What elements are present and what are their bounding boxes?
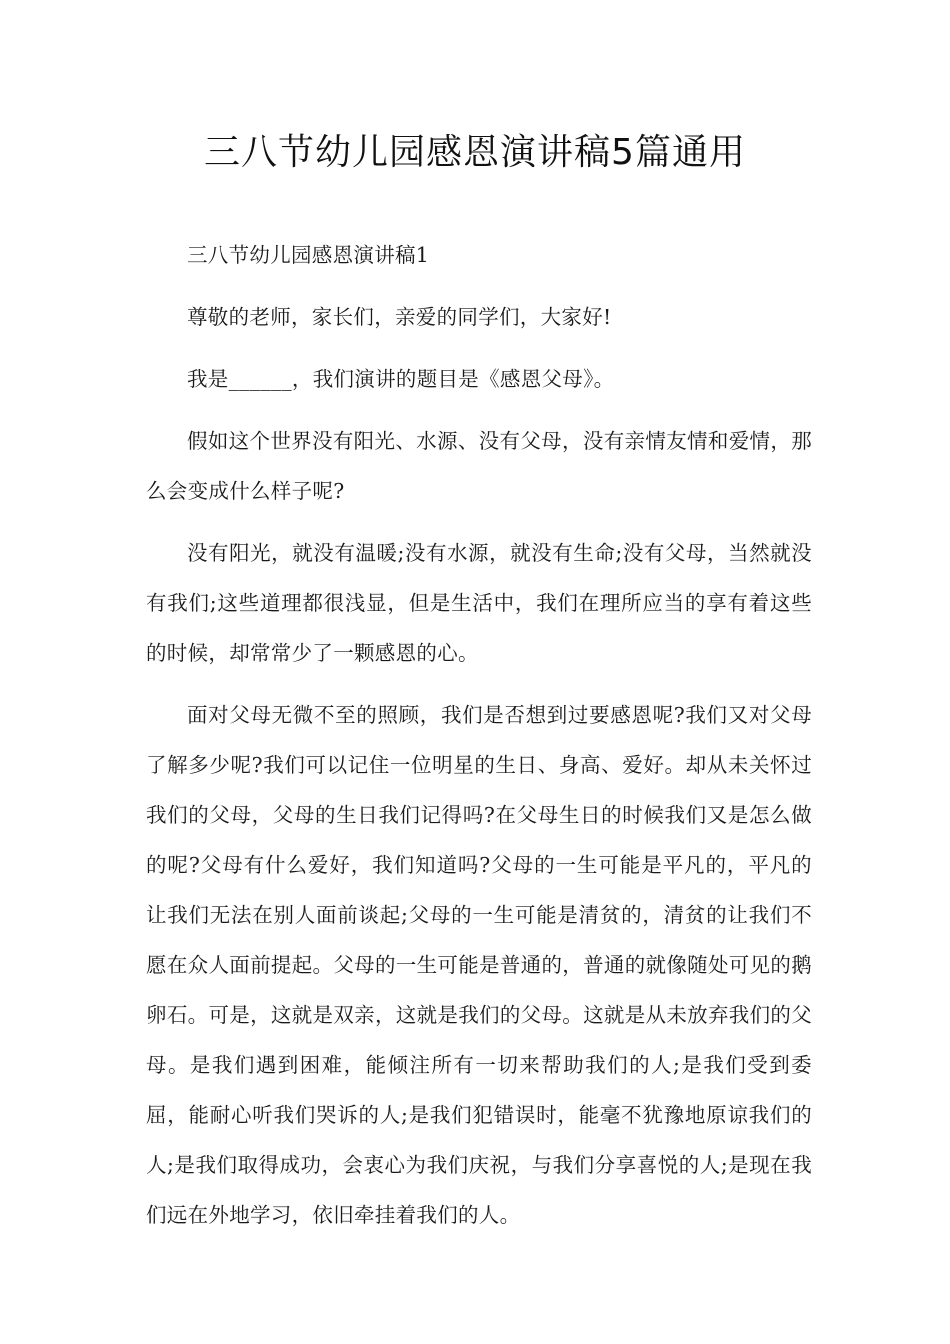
paragraph-greeting: 尊敬的老师，家长们，亲爱的同学们，大家好!: [187, 305, 612, 329]
paragraph-body: 没有阳光，就没有温暖;没有水源，就没有生命;没有父母，当然就没有我们;这些道理都很浅显，但是生活中，我们在理所应当的享有着这些的时候，却常常少了一颗感恩的心。: [146, 541, 812, 665]
document-body: [146, 230, 812, 1252]
document-title: 三八节幼儿园感恩演讲稿5篇通用: [204, 132, 746, 173]
paragraph-body: 面对父母无微不至的照顾，我们是否想到过要感恩呢?我们又对父母了解多少呢?我们可以记住一位明星的生日、身高、爱好。却从未关怀过我们的父母，父母的生日我们记得吗?在父母生日的时候我们又是怎么做的呢?父母有什么爱好，我们知道吗?父母的一生可能是平凡的，平凡的让我们无法在别人面前谈起;父母的一生可能是清贫的，清贫的让我们不愿在众人面前提起。父母的一生可能是普通的，普通的就像随处可见的鹅卵石。可是，这就是双亲，这就是我们的父母。这就是从未放弃我们的父母。是我们遇到困难，能倾注所有一切来帮助我们的人;是我们受到委屈，能耐心听我们哭诉的人;是我们犯错误时，能毫不犹豫地原谅我们的人;是我们取得成功，会衷心为我们庆祝，与我们分享喜悦的人;是现在我们远在外地学习，依旧牵挂着我们的人。: [146, 703, 812, 1227]
paragraph-section-heading: 三八节幼儿园感恩演讲稿1: [187, 243, 430, 267]
paragraph-body: 假如这个世界没有阳光、水源、没有父母，没有亲情友情和爱情，那么会变成什么样子呢?: [146, 429, 812, 503]
paragraph-introduction: 我是______，我们演讲的题目是《感恩父母》。: [187, 367, 615, 391]
